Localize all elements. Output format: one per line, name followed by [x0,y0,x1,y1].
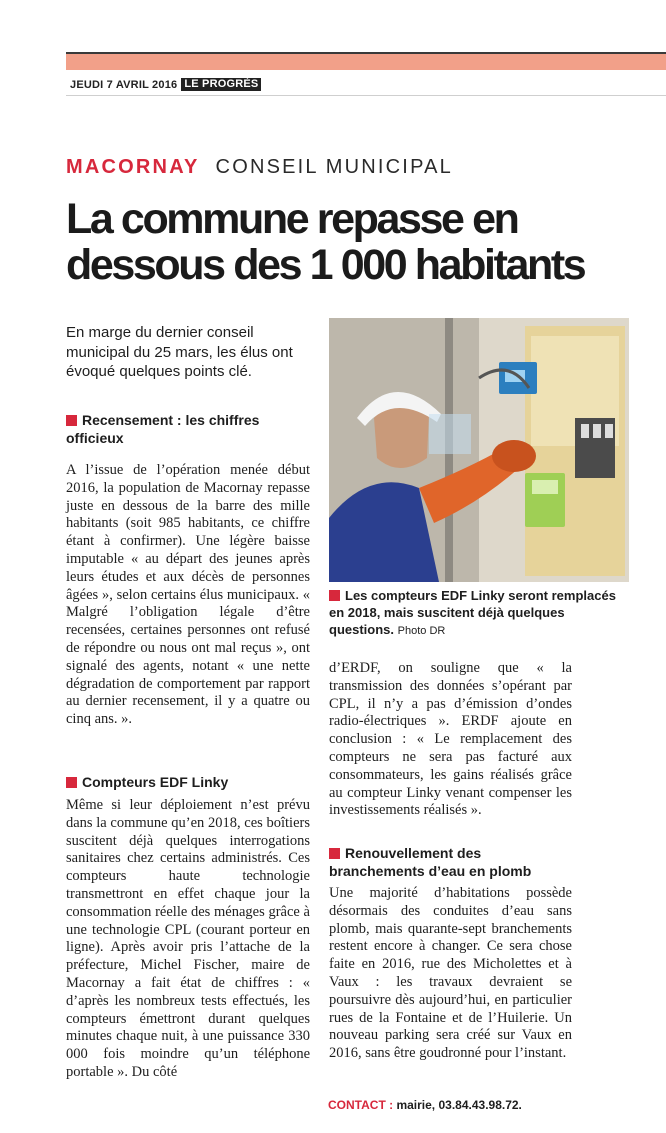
headline-line-1: La commune repasse en [66,195,518,243]
kicker-town: MACORNAY [66,156,200,178]
technician-photo-illustration [329,318,629,582]
section-text-linky-continued: d’ERDF, on souligne que « la transmission des données s’opérant par CPL, il n’y a pas d’émission d’ondes radio-électriques ». ERDF ajoute en conclusion : « Le remplacement des compteurs ne sera pas facturé aux consommateurs, les gains réalisés grâce au compteur Linky venant compenser les investissements réalisés ». [329,660,572,819]
red-square-icon [66,415,77,426]
section-text-linky: Même si leur déploiement n’est prévu dans la commune qu’en 2018, ces boîtiers suscitent déjà quelques interrogations sanitaires chez certains administrés. Ces compteurs haute technologie transmettront en effet chaque jour la consommation réelle des ménages grâce à une technologie CPL (courant porteur en ligne). Après avoir pris l’attache de la préfecture, Michel Fischer, maire de Macornay a fait état de chiffres : « d’après les nombreux tests effectués, les compteurs émettront durant quelques minutes chaque nuit, à une puissance 330 000 fois moindre qu’un téléphone portable ». Du côté [66,797,310,1080]
red-square-icon [329,848,340,859]
photo-credit: Photo DR [397,625,446,637]
header-rule [66,95,666,96]
headline [66,196,656,288]
kicker [66,156,453,179]
red-square-icon [66,777,77,788]
section-text-recensement: A l’issue de l’opération menée début 2016, la population de Macornay repasse juste en dessous de la barre des mille habitants (soit 985 habitants, ce chiffre étant à confirmer). Une légère baisse imputable « au départ des jeunes après leurs études et aux décès de personnes âgées », selon certains élus municipaux. « Malgré l’obligation légale d’être recensées, certaines personnes ont refusé de répondre ou nous ont mal reçus », ont signalé des agents, notant « une nette dégradation de comportement par rapport au dernier recensement, il y a quatre ou cinq ans. ». [66,462,310,728]
header-band [66,54,666,70]
photo-caption: Les compteurs EDF Linky seront remplacés en 2018, mais suscitent déjà quelques questions. Photo DR [329,588,616,637]
contact-label: CONTACT : [328,1098,394,1112]
red-square-icon [329,590,340,601]
article-photo [329,318,629,582]
kicker-topic: CONSEIL MUNICIPAL [215,156,453,178]
section-heading-plomb: Renouvellement des branchements d’eau en plomb [329,845,532,879]
lede: En marge du dernier conseil municipal du 25 mars, les élus ont évoqué quelques points clé. [66,324,293,380]
section-text-plomb: Une majorité d’habitations possède désormais des conduites d’eau sans plomb, mais quarante-sept branchements restent encore à changer. Ce sera chose faite en 2016, rue des Micholettes et à Vaux : les travaux devraient se poursuivre dès aujourd’hui, en particulier rues de la Fontaine et de l’Huilerie. Un nouveau parking sera créé sur Vaux en 2016, sans être goudronné pour l’instant. [329,885,572,1062]
contact-line [328,1098,522,1112]
section-heading-recensement: Recensement : les chiffres officieux [66,412,260,446]
newspaper-brand: LE PROGRÈS [181,78,261,91]
issue-date: JEUDI 7 AVRIL 2016 [70,78,178,91]
headline-line-2: dessous des 1 000 habitants [66,241,585,289]
dateline [70,78,261,91]
section-heading-linky: Compteurs EDF Linky [66,773,316,791]
contact-value: mairie, 03.84.43.98.72. [396,1098,522,1112]
